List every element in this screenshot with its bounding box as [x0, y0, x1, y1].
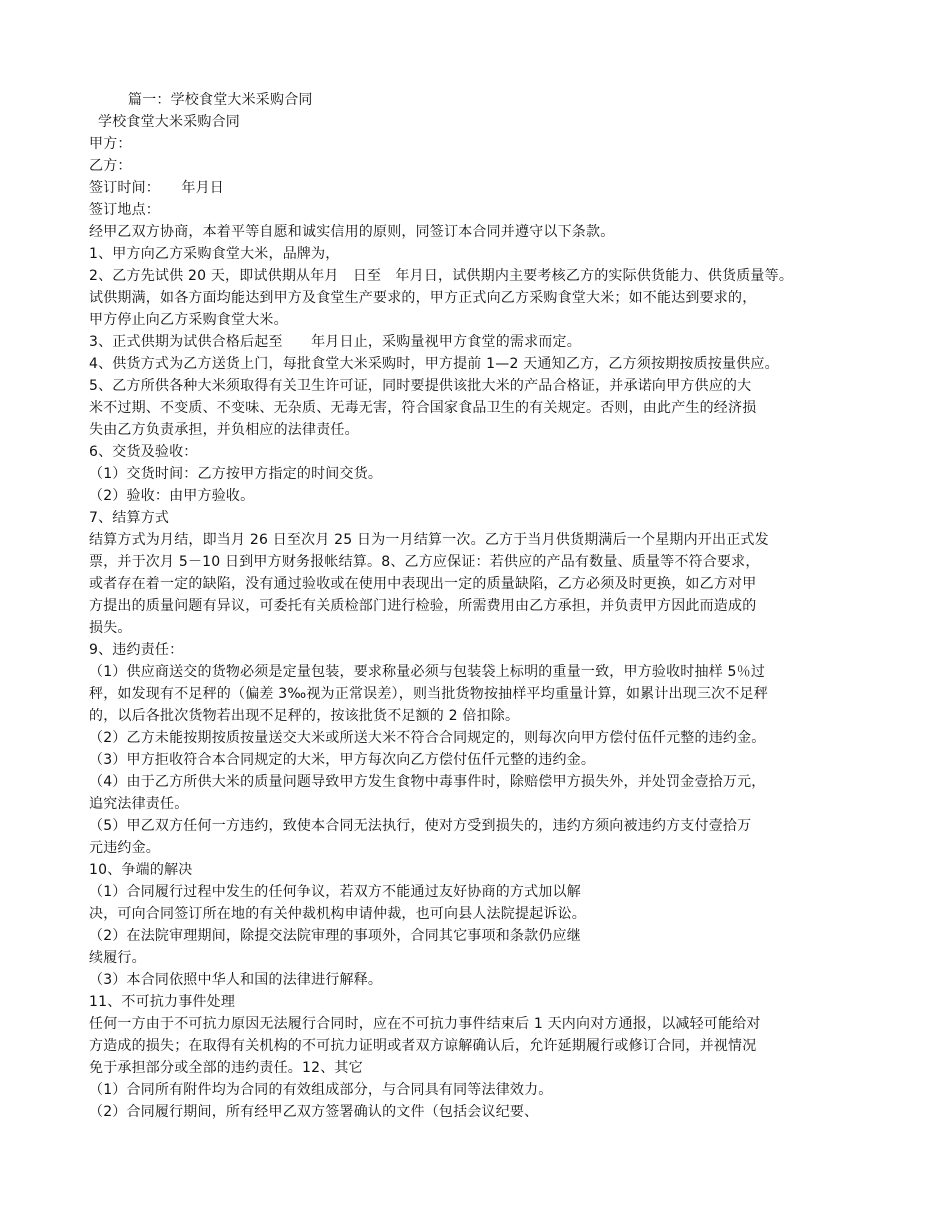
- clause-line: （1）合同所有附件均为合同的有效组成部分，与合同具有同等法律效力。: [89, 1082, 553, 1098]
- clause-heading: 7、结算方式: [89, 510, 170, 526]
- clause-line: 决，可向合同签订所在地的有关仲裁机构申请仲裁，也可向县人法院提起诉讼。: [89, 906, 586, 922]
- clause-line: （1）交货时间：乙方按甲方指定的时间交货。: [89, 466, 383, 482]
- clause-line: 任何一方由于不可抗力原因无法履行合同时，应在不可抗力事件结束后 1 天内向对方通报，以减轻可能给对: [89, 1016, 761, 1032]
- clause-line: 结算方式为月结，即当月 26 日至次月 25 日为一月结算一次。乙方于当月供货期满后一个星期内开出正式发: [89, 532, 769, 548]
- clause-line: 方造成的损失；在取得有关机构的不可抗力证明或者双方谅解确认后，允许延期履行或修订合同，并视情况: [89, 1038, 757, 1054]
- clause-line: （1）合同履行过程中发生的任何争议，若双方不能通过友好协商的方式加以解: [89, 884, 581, 900]
- clause-line: （5）甲乙双方任何一方违约，致使本合同无法执行，使对方受到损失的，违约方须向被违约方支付壹拾万: [89, 818, 752, 834]
- clause-line: 或者存在着一定的缺陷，没有通过验收或在使用中表现出一定的质量缺陷，乙方必须及时更换，如乙方对甲: [89, 576, 757, 592]
- clause-line: （2）验收：由甲方验收。: [89, 488, 255, 504]
- clause-line: 票，并于次月 5－10 日到甲方财务报帐结算。8、乙方应保证：若供应的产品有数量、质量等不符合要求，: [89, 554, 760, 570]
- clause-heading: 10、争端的解决: [89, 862, 193, 878]
- clause-line: 5、乙方所供各种大米须取得有关卫生许可证，同时要提供该批大米的产品合格证，并承诺向甲方供应的大: [89, 378, 752, 394]
- clause-line: 追究法律责任。: [89, 796, 189, 812]
- clause-line: （3）甲方拒收符合本合同规定的大米，甲方每次向乙方偿付伍仟元整的违约金。: [89, 752, 596, 768]
- clause-line: 1、甲方向乙方采购食堂大米，品牌为，: [89, 246, 340, 262]
- section-heading: 篇一：学校食堂大米采购合同: [128, 92, 313, 108]
- clause-heading: 6、交货及验收：: [89, 444, 198, 460]
- clause-heading: 9、违约责任：: [89, 642, 184, 658]
- clause-line: 免于承担部分或全部的违约责任。12、其它: [89, 1060, 363, 1076]
- clause-line: 续履行。: [89, 950, 146, 966]
- clause-line: （3）本合同依照中华人和国的法律进行解释。: [89, 972, 383, 988]
- clause-line: 失由乙方负责承担，并负相应的法律责任。: [89, 422, 359, 438]
- signing-place-line: 签订地点：: [89, 202, 160, 218]
- clause-heading: 11、不可抗力事件处理: [89, 994, 236, 1010]
- clause-line: （4）由于乙方所供大米的质量问题导致甲方发生食物中毒事件时，除赔偿甲方损失外，并处罚金壹拾万元，: [89, 774, 766, 790]
- clause-line: 损失。: [89, 620, 132, 636]
- contract-title: 学校食堂大米采购合同: [98, 114, 240, 130]
- clause-line: 4、供货方式为乙方送货上门，每批食堂大米采购时，甲方提前 1—2 天通知乙方，乙方须按期按质按量供应。: [89, 356, 779, 372]
- clause-line: （1）供应商送交的货物必须是定量包装，要求称量必须与包装袋上标明的重量一致，甲方验收时抽样 5％过: [89, 664, 766, 680]
- party-a-line: 甲方：: [89, 136, 132, 152]
- clause-line: 甲方停止向乙方采购食堂大米。: [89, 312, 288, 328]
- clause-line: 元违约金。: [89, 840, 160, 856]
- clause-line: 的，以后各批次货物若出现不足秤的，按该批货不足额的 2 倍扣除。: [89, 708, 520, 724]
- clause-line: （2）乙方未能按期按质按量送交大米或所送大米不符合合同规定的，则每次向甲方偿付伍仟元整的违约金。: [89, 730, 766, 746]
- preamble-line: 经甲乙双方协商，本着平等自愿和诚实信用的原则，同签订本合同并遵守以下条款。: [89, 224, 615, 240]
- clause-line: 米不过期、不变质、不变味、无杂质、无毒无害，符合国家食品卫生的有关规定。否则，由此产生的经济损: [89, 400, 757, 416]
- clause-line: 3、正式供期为试供合格后起至 年月日止，采购量视甲方食堂的需求而定。: [89, 334, 581, 350]
- clause-line: （2）合同履行期间，所有经甲乙双方签署确认的文件（包括会议纪要、: [89, 1104, 539, 1120]
- signing-date-line: 签订时间： 年月日: [89, 180, 224, 196]
- clause-line: 方提出的质量问题有异议，可委托有关质检部门进行检验，所需费用由乙方承担，并负责甲方因此而造成的: [89, 598, 757, 614]
- party-b-line: 乙方：: [89, 158, 132, 174]
- clause-line: 2、乙方先试供 20 天，即试供期从年月 日至 年月日，试供期内主要考核乙方的实际供货能力、供货质量等。: [89, 268, 794, 284]
- clause-line: （2）在法院审理期间，除提交法院审理的事项外，合同其它事项和条款仍应继: [89, 928, 581, 944]
- clause-line: 试供期满，如各方面均能达到甲方及食堂生产要求的，甲方正式向乙方采购食堂大米；如不能达到要求的，: [89, 290, 757, 306]
- clause-line: 秤，如发现有不足秤的（偏差 3‰视为正常误差），则当批货物按抽样平均重量计算，如累计出现三次不足秤: [89, 686, 768, 702]
